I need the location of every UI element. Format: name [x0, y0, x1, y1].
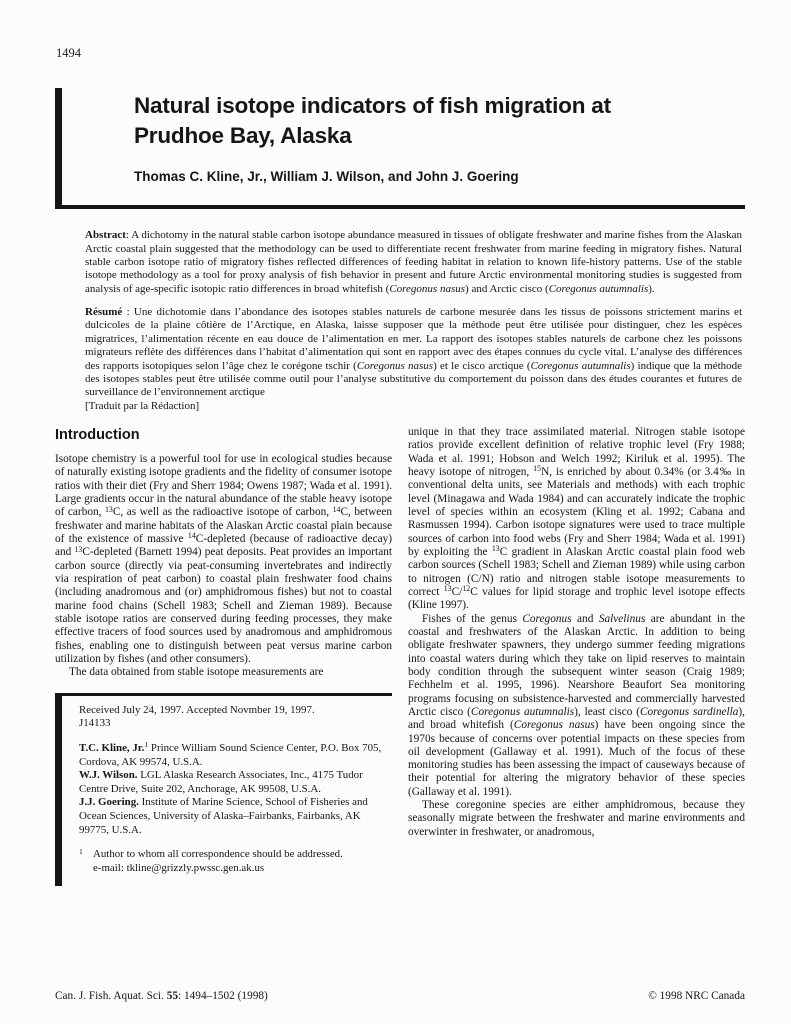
intro-paragraph-4: Fishes of the genus Coregonus and Salvelinus are abundant in the coastal and freshwaters of the Alaskan Arctic. In addition to being obligate freshwater spawners, they undergo summer feeding migrations into coastal waters during which they take on lipid reserves to maintain body condition through the subsequent winter season (Craig 1989; Fechhelm et al. 1995, 1996). Nearshore Beaufort Sea monitoring programs focusing on subsistence-harvested and commercially harvested Arctic cisco (Coregonus autumnalis), least cisco (Coregonus sardinella), and broad whitefish (Coregonus nasus) have been ongoing since the 1970s because of concerns over potential impacts on these species from oil development (Gallaway et al. 1991). Much of the focus of these monitoring studies has been assessing the impact of causeways because of their potential for altering the migratory behavior of these species (Gallaway et al. 1991).	[408, 612, 746, 798]
journal-citation: Can. J. Fish. Aquat. Sci. 55: 1494–1502 (1998)	[55, 990, 268, 1002]
authors-line: Thomas C. Kline, Jr., William J. Wilson, and John J. Goering	[134, 169, 519, 185]
copyright-notice: © 1998 NRC Canada	[648, 990, 745, 1002]
intro-paragraph-5: These coregonine species are either amphidromous, because they seasonally migrate between the freshwater and marine environments and overwinter in freshwater, or anadromous,	[408, 799, 745, 838]
right-column	[408, 426, 745, 886]
title-block	[55, 88, 745, 209]
body-columns	[55, 426, 745, 886]
section-heading-introduction: Introduction	[55, 426, 140, 443]
affiliation-entry: J.J. Goering. Institute of Marine Science, School of Fisheries and Ocean Sciences, University of Alaska–Fairbanks, Fairbanks, AK 99775, U.S.A.	[79, 796, 368, 836]
abstract-section	[85, 229, 742, 413]
received-accepted-block	[79, 704, 388, 731]
left-column	[55, 426, 392, 886]
page-number: 1494	[56, 46, 81, 60]
intro-paragraph-1: Isotope chemistry is a powerful tool for use in ecological studies because of naturally existing isotope gradients and the fidelity of consumer isotope ratios with their diet (Fry and Sherr 1984; Owens 1987; Wada et al. 1991). Large gradients occur in the natural abundance of the stable heavy isotope of carbon, $^{13}$C, as well as the radioactive isotope of carbon, $^{14}$C, between freshwater and marine habitats of the Alaskan Arctic coastal plain because of the existence of massive $^{14}$C-depleted (because of radioactive decay) and $^{13}$C-depleted (Barnett 1994) peat deposits. Peat provides an important carbon source (directly via peat-consuming invertebrates and indirectly via respiration of peat carbon) to coastal plain freshwater food chains (including anadromous and (or) amphidromous fishes) but not to coastal marine food chains (Schell 1983; Schell and Zieman 1989). Because stable isotope ratios are conserved during feeding processes, they make effective tracers of food sources used by anadromous and amphidromous fishes, enabling one to distinguish between peat versus marine carbon utilization by fishes (and other consumers).	[55, 453, 393, 665]
footnote-inner	[55, 696, 392, 886]
traduit-note: [Traduit par la Rédaction]	[85, 399, 200, 412]
correspondence-email: e-mail: tkline@grizzly.pwssc.gen.ak.us	[93, 861, 265, 874]
abstract-paragraph: Abstract: A dichotomy in the natural stable carbon isotope abundance measured in tissues of obligate freshwater and marine fishes from the Alaskan Arctic coastal plain suggested that the methodology can be used to differentiate recent freshwater from marine feeding in migratory fishes. Natural stable carbon isotope ratio of migratory fishes reflected differences of feeding habitat in relation to known life-history patterns. Use of the stable isotope methodology as a tool for proxy analysis of fish behavior in present and future Arctic environmental monitoring studies is suggested from analysis of age-specific isotopic ratio differences in broad whitefish (Coregonus nasus) and Arctic cisco (Coregonus autumnalis).	[85, 229, 742, 295]
intro-paragraph-2: The data obtained from stable isotope measurements are	[69, 666, 324, 679]
paper-title-line-1: Natural isotope indicators of fish migration at	[134, 93, 611, 118]
intro-paragraph-3: unique in that they trace assimilated material. Nitrogen stable isotope ratios provide excellent definition of relative trophic level (Fry 1988; Wada et al. 1991; Hobson and Welch 1992; Kiriluk et al. 1995). The heavy isotope of nitrogen, $^{15}$N, is enriched by about 0.34% (or 3.4‰ in conventional delta units, see Materials and methods) with each trophic level (Minagawa and Wada 1984) and can accurately indicate the trophic level of species within an ecosystem (Kling et al. 1992; Cabana and Rasmussen 1994). Carbon isotope signatures were used to trace multiple sources of carbon into food webs (Fry and Sherr 1984; Wada et al. 1991) by exploiting the $^{13}$C gradient in Alaskan Arctic coastal plain food web carbon sources (Schell 1983; Schell and Zieman 1989) while using carbon to nitrogen (C/N) ratio and nitrogen stable isotope measurements to correct $^{13}$C/$^{12}$C values for lipid storage and trophic level isotope effects (Kline 1997).	[408, 425, 745, 612]
manuscript-id: J14133	[79, 717, 111, 730]
affiliations-block	[79, 742, 388, 837]
received-accepted-line: Received July 24, 1997. Accepted Novmber 19, 1997.	[79, 703, 315, 716]
resume-paragraph: Résumé : Une dichotomie dans l’abondance des isotopes stables naturels de carbone mesurée dans les tissus de poissons strictement marins et dulcicoles de la plaine côtière de l’Arctique, en Alaska, laisse supposer que la méthode peut être utilisée pour distinguer, chez les espèces migratrices, l’alimentation récente en eau douce de l’alimentation en mer. La rapport des isotopes stables naturels de carbone chez les poissons migrateurs reflète des différences dans l’habitat d’alimentation qui sont en rapport avec des étapes connues du cycle vital. L’analyse des différences des rapports isotopiques selon l’âge chez le corégone tschir (Coregonus nasus) et le cisco arctique (Coregonus autumnalis) indique que la méthode des isotopes stables peut être utilisée comme outil pour l’analyse substitutive du comportement du poisson dans des études courantes et futures de surveillance de l’environnement arctique	[85, 306, 743, 399]
footnote-box	[55, 693, 392, 886]
correspondence-note	[79, 848, 388, 875]
paper-title	[134, 91, 745, 151]
correspondence-text: Author to whom all correspondence should be addressed. e-mail: tkline@grizzly.pwssc.gen.ak.us	[93, 848, 343, 874]
paper-title-line-2: Prudhoe Bay, Alaska	[134, 123, 352, 149]
page-footer	[55, 990, 745, 1002]
affiliation-entry: W.J. Wilson. LGL Alaska Research Associates, Inc., 4175 Tudor Centre Drive, Suite 202, Anchorage, AK 99508, U.S.A.	[79, 769, 363, 795]
affiliation-entry: T.C. Kline, Jr.$^1$ Prince William Sound Science Center, P.O. Box 705, Cordova, AK 99574, U.S.A.	[79, 740, 382, 768]
footnote-marker: 1	[79, 846, 83, 856]
